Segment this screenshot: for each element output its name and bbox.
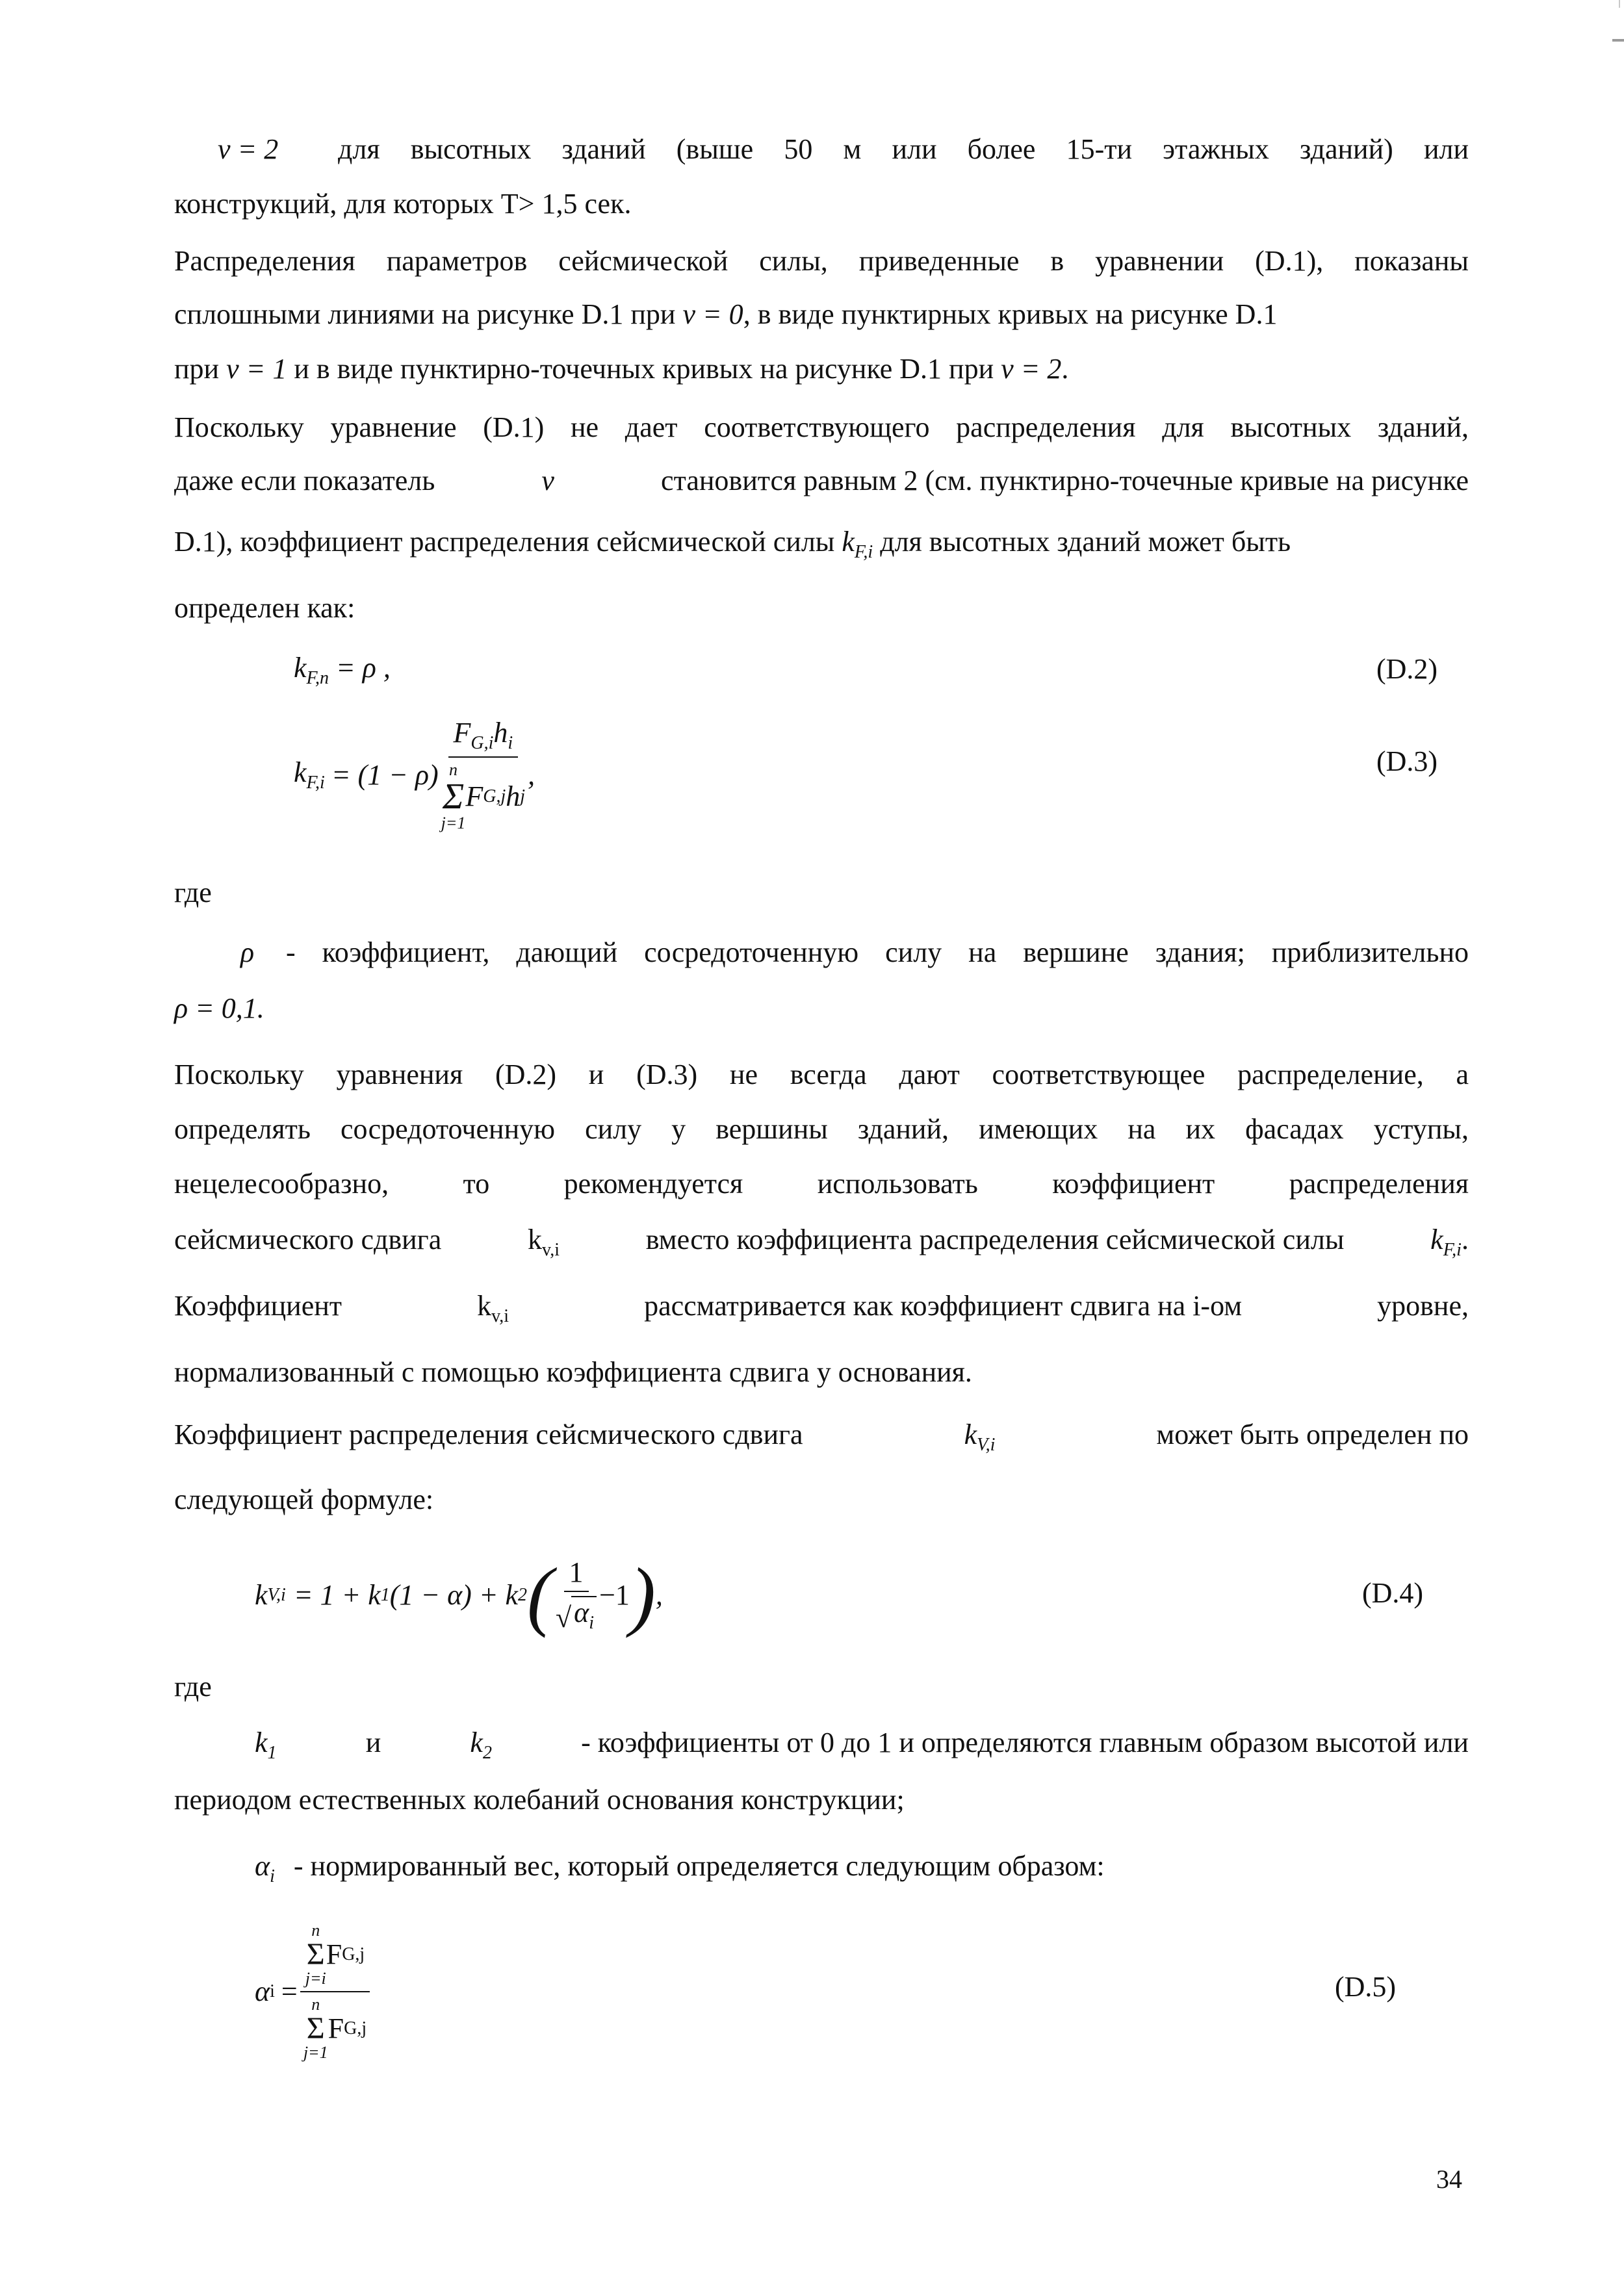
subscript: i bbox=[270, 1981, 275, 2001]
rho-symbol: ρ bbox=[240, 936, 255, 968]
text-span: , в виде пунктирных кривых на рисунке D.1 bbox=[743, 298, 1278, 330]
text-line bbox=[174, 1226, 1469, 1259]
subscript: 2 bbox=[482, 1743, 492, 1763]
symbol: k bbox=[1430, 1224, 1443, 1255]
equation-d3 bbox=[294, 719, 535, 832]
math-inline: ν bbox=[541, 465, 554, 496]
subscript: 1 bbox=[267, 1743, 277, 1763]
symbol: h bbox=[506, 780, 521, 812]
text-span: для высотных зданий может быть bbox=[880, 526, 1291, 558]
sigma-symbol: Σ bbox=[306, 1937, 325, 1972]
subscript: G,j bbox=[483, 786, 506, 806]
symbol: k bbox=[528, 1224, 543, 1255]
radicand bbox=[571, 1596, 597, 1632]
fraction bbox=[556, 1558, 597, 1632]
subscript: V,i bbox=[267, 1585, 286, 1605]
text-span: Коэффициент bbox=[174, 1290, 342, 1322]
symbol: = ρ , bbox=[336, 652, 391, 684]
rho-value: ρ = 0,1. bbox=[174, 992, 264, 1024]
equation-d5 bbox=[255, 1917, 372, 2066]
math-inline: ν = 1 bbox=[226, 353, 287, 385]
equation-number: (D.5) bbox=[1335, 1971, 1397, 2003]
symbol: k bbox=[470, 1727, 483, 1758]
text-span: - нормированный вес, который определяется следующим образом: bbox=[293, 1850, 1105, 1882]
subscript: v,i bbox=[491, 1306, 509, 1326]
symbol: = bbox=[281, 1975, 298, 2007]
scan-edge-mark bbox=[1619, 0, 1620, 8]
numerator bbox=[448, 719, 519, 758]
text-line bbox=[174, 528, 1291, 561]
math-inline bbox=[842, 526, 873, 562]
text-line: нормализованный с помощью коэффициента сдвига у основания. bbox=[174, 1356, 972, 1388]
text-span: рассматривается как коэффициент сдвига на i-ом bbox=[644, 1290, 1243, 1322]
equation-d2 bbox=[294, 654, 391, 688]
numerator bbox=[300, 1922, 370, 1992]
text-line bbox=[174, 355, 1068, 383]
subscript: 2 bbox=[518, 1585, 528, 1605]
text-span: и bbox=[365, 1727, 381, 1758]
text-span: D.1), коэффициент распределения сейсмической силы bbox=[174, 526, 835, 558]
sum-upper-limit: n bbox=[311, 1921, 320, 1940]
numerator: 1 bbox=[564, 1558, 589, 1592]
text-line: определен как: bbox=[174, 592, 355, 624]
text-span: . bbox=[1061, 353, 1069, 385]
text-line: конструкций, для которых T> 1,5 сек. bbox=[174, 188, 632, 220]
math-inline bbox=[528, 1226, 560, 1259]
subscript: F,i bbox=[1443, 1240, 1462, 1260]
text-line bbox=[174, 467, 1469, 495]
symbol: = (1 − ρ) bbox=[331, 759, 439, 791]
subscript: G,j bbox=[342, 1944, 365, 1964]
denominator bbox=[303, 1992, 367, 2061]
symbol: = 1 + k bbox=[293, 1579, 381, 1611]
summation-sign bbox=[305, 1922, 326, 1987]
where-label: где bbox=[174, 1671, 212, 1703]
subscript: F,n bbox=[306, 668, 329, 688]
fraction bbox=[300, 1922, 370, 2061]
text-line bbox=[174, 1292, 1469, 1326]
where-label: где bbox=[174, 877, 212, 908]
equation-d4 bbox=[255, 1540, 663, 1651]
symbol: , bbox=[655, 1579, 663, 1611]
text-line: определять сосредоточенную силу у вершины зданий, имеющих на их фасадах уступы, bbox=[174, 1113, 1469, 1145]
math-inline bbox=[477, 1292, 509, 1326]
nu-equals-2: ν = 2 bbox=[218, 133, 279, 165]
text-span: и в виде пунктирно-точечных кривых на рисунке D.1 при bbox=[294, 353, 994, 385]
text-span: вместо коэффициента распределения сейсмической силы bbox=[645, 1224, 1345, 1255]
text-span: при bbox=[174, 353, 220, 385]
text-line: следующей формуле: bbox=[174, 1484, 434, 1515]
summation-sign bbox=[441, 762, 466, 832]
text-line: нецелесообразно, то рекомендуется использовать коэффициент распределения bbox=[174, 1168, 1469, 1200]
symbol: k bbox=[294, 652, 307, 684]
symbol: F bbox=[326, 1938, 342, 1970]
radical-sign: √ bbox=[556, 1602, 572, 1634]
scan-edge-mark bbox=[1612, 39, 1624, 42]
equation-number: (D.2) bbox=[1376, 653, 1438, 685]
text-span: сейсмического сдвига bbox=[174, 1224, 442, 1255]
equation-number: (D.3) bbox=[1376, 745, 1438, 777]
text-line: Распределения параметров сейсмической силы, приведенные в уравнении (D.1), показаны bbox=[174, 245, 1469, 277]
subscript: F,i bbox=[306, 773, 325, 793]
square-root bbox=[556, 1592, 597, 1632]
page-number: 34 bbox=[1436, 2165, 1462, 2194]
math-inline bbox=[470, 1729, 492, 1762]
math-inline bbox=[255, 1729, 277, 1762]
math-inline bbox=[1430, 1226, 1469, 1259]
symbol: k bbox=[477, 1290, 492, 1322]
text-line: периодом естественных колебаний основания конструкции; bbox=[174, 1784, 905, 1816]
sum-lower-limit: j=i bbox=[305, 1969, 326, 1988]
subscript: v,i bbox=[542, 1240, 560, 1260]
sum-lower-limit: j=1 bbox=[441, 814, 466, 832]
subscript: i bbox=[589, 1613, 595, 1633]
symbol: k bbox=[294, 756, 307, 788]
text-span: даже если показатель bbox=[174, 465, 435, 496]
symbol: −1 bbox=[599, 1579, 630, 1611]
sum-upper-limit: n bbox=[311, 1995, 320, 2014]
text-line bbox=[174, 1420, 1469, 1454]
subscript: G,j bbox=[344, 2018, 367, 2038]
text-span: сплошными линиями на рисунке D.1 при bbox=[174, 298, 676, 330]
symbol: F bbox=[328, 2012, 344, 2044]
text-span: уровне, bbox=[1377, 1290, 1469, 1322]
sum-lower-limit: j=1 bbox=[303, 2043, 328, 2062]
left-paren: ( bbox=[527, 1552, 554, 1638]
symbol: k bbox=[964, 1419, 977, 1450]
sigma-symbol: Σ bbox=[306, 2011, 325, 2046]
subscript: 1 bbox=[380, 1585, 390, 1605]
symbol: F bbox=[465, 780, 483, 812]
text-line: для высотных зданий (выше 50 м или более 15-ти этажных зданий) или bbox=[338, 133, 1469, 165]
symbol: α bbox=[574, 1597, 589, 1628]
summation-sign bbox=[303, 1996, 328, 2061]
symbol: h bbox=[493, 717, 508, 749]
text-span: Коэффициент распределения сейсмического сдвига bbox=[174, 1419, 803, 1450]
right-paren: ) bbox=[629, 1552, 656, 1638]
math-inline bbox=[964, 1420, 996, 1454]
symbol: (1 − α) + k bbox=[389, 1579, 519, 1611]
subscript: i bbox=[508, 733, 513, 753]
symbol: α bbox=[255, 1850, 270, 1882]
denominator bbox=[441, 758, 525, 832]
sum-upper-limit: n bbox=[449, 760, 458, 779]
text-line: - коэффициент, дающий сосредоточенную силу на вершине здания; приблизительно bbox=[286, 936, 1469, 968]
text-span: может быть определен по bbox=[1156, 1419, 1469, 1450]
text-line bbox=[255, 1729, 1469, 1762]
text-line: Поскольку уравнения (D.2) и (D.3) не всегда дают соответствующее распределение, а bbox=[174, 1059, 1469, 1090]
subscript: V,i bbox=[977, 1435, 996, 1455]
text-line bbox=[174, 300, 1277, 329]
subscript: i bbox=[270, 1866, 275, 1886]
subscript: j bbox=[520, 786, 526, 806]
symbol: , bbox=[528, 759, 535, 791]
math-inline: ν = 2 bbox=[1001, 353, 1062, 385]
text-line: Поскольку уравнение (D.1) не дает соответствующего распределения для высотных зданий, bbox=[174, 411, 1469, 443]
symbol: k bbox=[255, 1727, 268, 1758]
subscript: F,i bbox=[854, 542, 873, 562]
text-line bbox=[255, 1852, 1105, 1886]
sigma-symbol: Σ bbox=[442, 777, 465, 817]
fraction bbox=[441, 719, 525, 832]
symbol: F bbox=[453, 717, 471, 749]
symbol: k bbox=[842, 526, 855, 558]
equation-number: (D.4) bbox=[1362, 1577, 1424, 1609]
symbol: k bbox=[255, 1579, 268, 1611]
text-span: становится равным 2 (см. пунктирно-точечные кривые на рисунке bbox=[661, 465, 1469, 496]
symbol bbox=[294, 758, 325, 792]
text-span: - коэффициенты от 0 до 1 и определяются главным образом высотой или bbox=[581, 1727, 1469, 1758]
math-inline: ν = 0 bbox=[682, 298, 743, 330]
subscript: G,i bbox=[470, 733, 494, 753]
text-span: . bbox=[1461, 1224, 1469, 1255]
symbol: α bbox=[255, 1975, 270, 2007]
